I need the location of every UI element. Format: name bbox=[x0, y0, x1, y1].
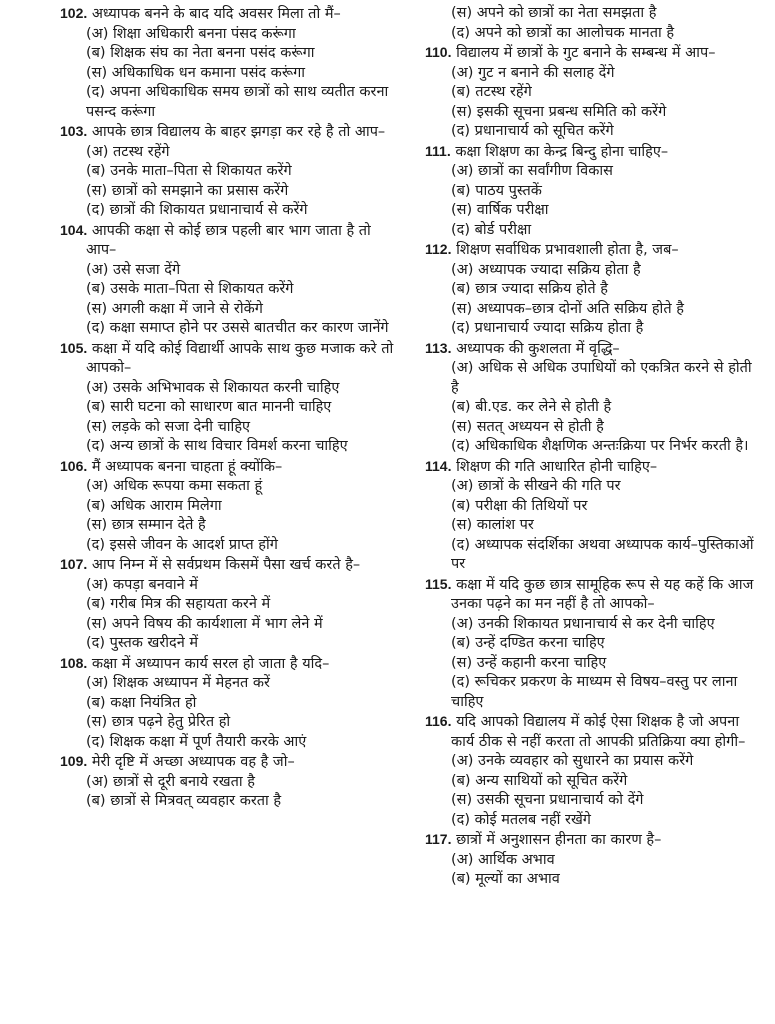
answer-option: (स) सतत् अध्ययन से होती है bbox=[451, 418, 604, 435]
answer-option: (ब) उसके माता–पिता से शिकायत करेंगे bbox=[86, 281, 294, 297]
answer-option: (अ) कपड़ा बनवाने में bbox=[86, 576, 198, 593]
question-stem bbox=[425, 240, 760, 261]
left-column bbox=[60, 4, 398, 812]
answer-option: (अ) अधिक से अधिक उपाधियों को एकत्रित करने से होती है bbox=[451, 360, 752, 396]
question-number: 104. bbox=[60, 221, 88, 238]
question-text: आपके छात्र विद्यालय के बाहर झगड़ा कर रहे है तो आप– bbox=[91, 124, 386, 140]
answer-option: (स) कालांश पर bbox=[451, 517, 534, 533]
answer-option: (द) अध्यापक संदर्शिका अथवा अध्यापक कार्य–पुस्तिकाओं पर bbox=[451, 536, 754, 572]
question-stem bbox=[425, 712, 760, 752]
answer-option: (ब) कक्षा नियंत्रित हो bbox=[86, 694, 197, 711]
question-number: 102. bbox=[60, 5, 88, 21]
answer-option: (अ) गुट न बनाने की सलाह देंगे bbox=[451, 64, 615, 81]
question-stem bbox=[60, 457, 398, 478]
answer-option: (स) अपने विषय की कार्यशाला में भाग लेने में bbox=[86, 615, 323, 632]
answer-option: (स) छात्र पढ़ने हेतु प्रेरित हो bbox=[86, 714, 231, 730]
question-text: विद्यालय में छात्रों के गुट बनाने के सम्बन्ध में आप– bbox=[456, 45, 716, 61]
question-item bbox=[425, 712, 760, 830]
answer-option: (अ) तटस्थ रहेंगे bbox=[86, 143, 170, 160]
answer-option: (ब) तटस्थ रहेंगे bbox=[451, 84, 532, 100]
question-item bbox=[425, 575, 760, 713]
question-text: कक्षा में अध्यापन कार्य सरल हो जाता है यदि– bbox=[91, 655, 330, 672]
answer-option: (अ) छात्रों का सर्वांगीण विकास bbox=[451, 163, 613, 179]
answer-option: (अ) उसे सजा देंगे bbox=[86, 261, 181, 278]
question-item bbox=[60, 457, 398, 556]
question-stem bbox=[425, 142, 760, 163]
question-text: कक्षा में यदि कुछ छात्र सामूहिक रूप से यह कहें कि आज उनका पढ़ने का मन नहीं है तो आपको– bbox=[451, 576, 754, 612]
answer-option: (स) अध्यापक–छात्र दोनों अति सक्रिय होते है bbox=[451, 300, 684, 317]
question-number: 113. bbox=[425, 339, 452, 356]
answer-option: (ब) पाठय पुस्तकें bbox=[451, 182, 542, 199]
answer-option: (स) अधिकाधिक धन कमाना पसंद करूंगा bbox=[86, 64, 306, 81]
answer-option: (ब) परीक्षा की तिथियों पर bbox=[451, 497, 588, 514]
answer-option: (ब) छात्र ज्यादा सक्रिय होते है bbox=[451, 281, 608, 297]
question-text: आपकी कक्षा से कोई छात्र पहली बार भाग जाता है तो आप– bbox=[86, 222, 371, 258]
question-item bbox=[425, 43, 760, 142]
question-stem bbox=[60, 555, 398, 576]
answer-option: (स) छात्रों को समझाने का प्रसास करेंगे bbox=[86, 182, 289, 199]
question-stem bbox=[425, 575, 760, 615]
answer-option: (अ) छात्रों के सीखने की गति पर bbox=[451, 478, 621, 494]
question-item bbox=[425, 339, 760, 457]
answer-option: (स) लड़के को सजा देनी चाहिए bbox=[86, 418, 251, 435]
question-stem bbox=[60, 339, 398, 379]
question-text: मेरी दृष्टि में अच्छा अध्यापक वह है जो– bbox=[91, 754, 295, 770]
answer-option: (द) रूचिकर प्रकरण के माध्यम से विषय–वस्तु पर लाना चाहिए bbox=[451, 674, 738, 710]
answer-option: (द) प्रधानाचार्य को सूचित करेंगे bbox=[451, 123, 614, 139]
answer-option: (अ) शिक्षक अध्यापन में मेहनत करें bbox=[86, 675, 270, 691]
question-item bbox=[425, 457, 760, 575]
question-item bbox=[425, 142, 760, 241]
answer-option: (ब) उन्हें दण्डित करना चाहिए bbox=[451, 635, 605, 651]
question-stem bbox=[60, 4, 398, 25]
answer-option: (अ) उनके व्यवहार को सुधारने का प्रयास करेंगे bbox=[451, 753, 694, 769]
answer-option: (द) अधिकाधिक शैक्षणिक अन्तःक्रिया पर निर्भर करती है। bbox=[451, 438, 749, 454]
answer-option: (स) इसकी सूचना प्रबन्ध समिति को करेंगे bbox=[451, 103, 667, 120]
answer-option: (अ) उनकी शिकायत प्रधानाचार्य से कर देनी चाहिए bbox=[451, 615, 715, 632]
answer-option: (द) कोई मतलब नहीं रखेंगे bbox=[451, 811, 591, 828]
answer-option: (द) छात्रों की शिकायत प्रधानाचार्य से करेंगे bbox=[86, 202, 308, 218]
answer-option: (अ) शिक्षा अधिकारी बनना पंसद करूंगा bbox=[86, 25, 296, 42]
answer-option: (अ) छात्रों से दूरी बनाये रखता है bbox=[86, 773, 255, 790]
question-number: 109. bbox=[60, 753, 88, 769]
answer-option: (अ) उसके अभिभावक से शिकायत करनी चाहिए bbox=[86, 379, 340, 396]
question-item bbox=[60, 4, 398, 122]
question-stem bbox=[60, 122, 398, 143]
answer-option: (ब) बी.एड. कर लेने से होती है bbox=[451, 399, 612, 415]
question-number: 117. bbox=[425, 831, 452, 847]
question-stem bbox=[425, 43, 760, 64]
question-text: शिक्षण सर्वाधिक प्रभावशाली होता है, जब– bbox=[456, 242, 679, 258]
answer-option: (ब) छात्रों से मित्रवत् व्यवहार करता है bbox=[86, 793, 282, 809]
answer-option: (ब) अन्य साथियों को सूचित करेंगे bbox=[451, 772, 628, 789]
question-item bbox=[425, 240, 760, 339]
answer-option: (द) अपने को छात्रों का आलोचक मानता है bbox=[451, 24, 675, 41]
question-item bbox=[60, 654, 398, 753]
answer-option: (अ) अधिक रूपया कमा सकता हूं bbox=[86, 478, 263, 494]
answer-option: (ब) गरीब मित्र की सहायता करने में bbox=[86, 596, 271, 612]
question-stem bbox=[60, 752, 398, 773]
question-number: 114. bbox=[425, 457, 452, 474]
question-number: 106. bbox=[60, 457, 88, 474]
answer-option: (ब) सारी घटना को साधारण बात माननी चाहिए bbox=[86, 399, 332, 415]
answer-option: (अ) अध्यापक ज्यादा सक्रिय होता है bbox=[451, 261, 641, 278]
question-number: 105. bbox=[60, 339, 88, 356]
answer-option: (अ) आर्थिक अभाव bbox=[451, 851, 555, 868]
question-item bbox=[60, 339, 398, 457]
answer-option: (द) बोर्ड परीक्षा bbox=[451, 221, 532, 238]
question-number: 110. bbox=[425, 44, 452, 60]
answer-option: (द) कक्षा समाप्त होने पर उससे बातचीत कर कारण जानेंगे bbox=[86, 320, 389, 336]
question-number: 103. bbox=[60, 123, 88, 139]
answer-option: (स) उसकी सूचना प्रधानाचार्य को देंगे bbox=[451, 792, 644, 808]
answer-option: (ब) शिक्षक संघ का नेता बनना पसंद करूंगा bbox=[86, 45, 315, 61]
question-text: अध्यापक की कुशलता में वृद्धि– bbox=[456, 340, 620, 357]
question-stem bbox=[60, 221, 398, 261]
question-stem bbox=[425, 339, 760, 360]
answer-option: (द) अपना अधिकाधिक समय छात्रों को साथ व्यतीत करना पसन्द करूंगा bbox=[86, 84, 389, 120]
question-text: मैं अध्यापक बनना चाहता हूं क्योंकि– bbox=[91, 458, 283, 475]
answer-option: (ब) उनके माता–पिता से शिकायत करेंगे bbox=[86, 163, 292, 179]
question-item bbox=[60, 752, 398, 812]
answer-option: (स) छात्र सम्मान देते है bbox=[86, 517, 206, 533]
question-number: 108. bbox=[60, 654, 88, 671]
answer-option: (स) अगली कक्षा में जाने से रोकेंगे bbox=[86, 300, 263, 317]
right-column bbox=[425, 4, 760, 890]
question-item bbox=[425, 830, 760, 890]
question-text: यदि आपको विद्यालय में कोई ऐसा शिक्षक है जो अपना कार्य ठीक से नहीं करता तो आपकी प्रतिक्रिया क्या होगी– bbox=[451, 714, 746, 750]
question-stem bbox=[60, 654, 398, 675]
answer-option: (स) उन्हें कहानी करना चाहिए bbox=[451, 654, 607, 671]
answer-option: (द) शिक्षक कक्षा में पूर्ण तैयारी करके आएं bbox=[86, 733, 307, 750]
question-text: आप निम्न में से सर्वप्रथम किसमें पैसा खर्च करते है– bbox=[91, 557, 361, 573]
question-item bbox=[60, 555, 398, 654]
question-text: शिक्षण की गति आधारित होनी चाहिए– bbox=[456, 458, 658, 475]
question-number: 107. bbox=[60, 556, 88, 572]
answer-option: (स) अपने को छात्रों का नेता समझता है bbox=[451, 5, 657, 21]
answer-option: (द) प्रधानाचार्य ज्यादा सक्रिय होता है bbox=[451, 320, 644, 336]
question-item bbox=[60, 122, 398, 221]
answer-option: (ब) अधिक आराम मिलेगा bbox=[86, 497, 222, 514]
answer-option: (स) वार्षिक परीक्षा bbox=[451, 202, 549, 218]
question-stem bbox=[425, 457, 760, 478]
question-number: 112. bbox=[425, 241, 452, 257]
question-text: कक्षा शिक्षण का केन्द्र बिन्दु होना चाहिए– bbox=[455, 143, 669, 160]
question-number: 111. bbox=[425, 142, 451, 159]
answer-option: (ब) मूल्यों का अभाव bbox=[451, 871, 560, 887]
question-number: 115. bbox=[425, 575, 452, 592]
question-text: छात्रों में अनुशासन हीनता का कारण है– bbox=[456, 832, 662, 848]
question-text: अध्यापक बनने के बाद यदि अवसर मिला तो मैं– bbox=[91, 6, 341, 22]
question-stem bbox=[425, 830, 760, 851]
answer-option: (द) इससे जीवन के आदर्श प्राप्त होंगे bbox=[86, 536, 278, 553]
answer-option: (द) पुस्तक खरीदने में bbox=[86, 635, 199, 651]
answer-option: (द) अन्य छात्रों के साथ विचार विमर्श करना चाहिए bbox=[86, 438, 348, 454]
question-text: कक्षा में यदि कोई विद्यार्थी आपके साथ कुछ मजाक करे तो आपको– bbox=[86, 340, 394, 376]
question-number: 116. bbox=[425, 713, 452, 729]
question-item bbox=[60, 221, 398, 339]
